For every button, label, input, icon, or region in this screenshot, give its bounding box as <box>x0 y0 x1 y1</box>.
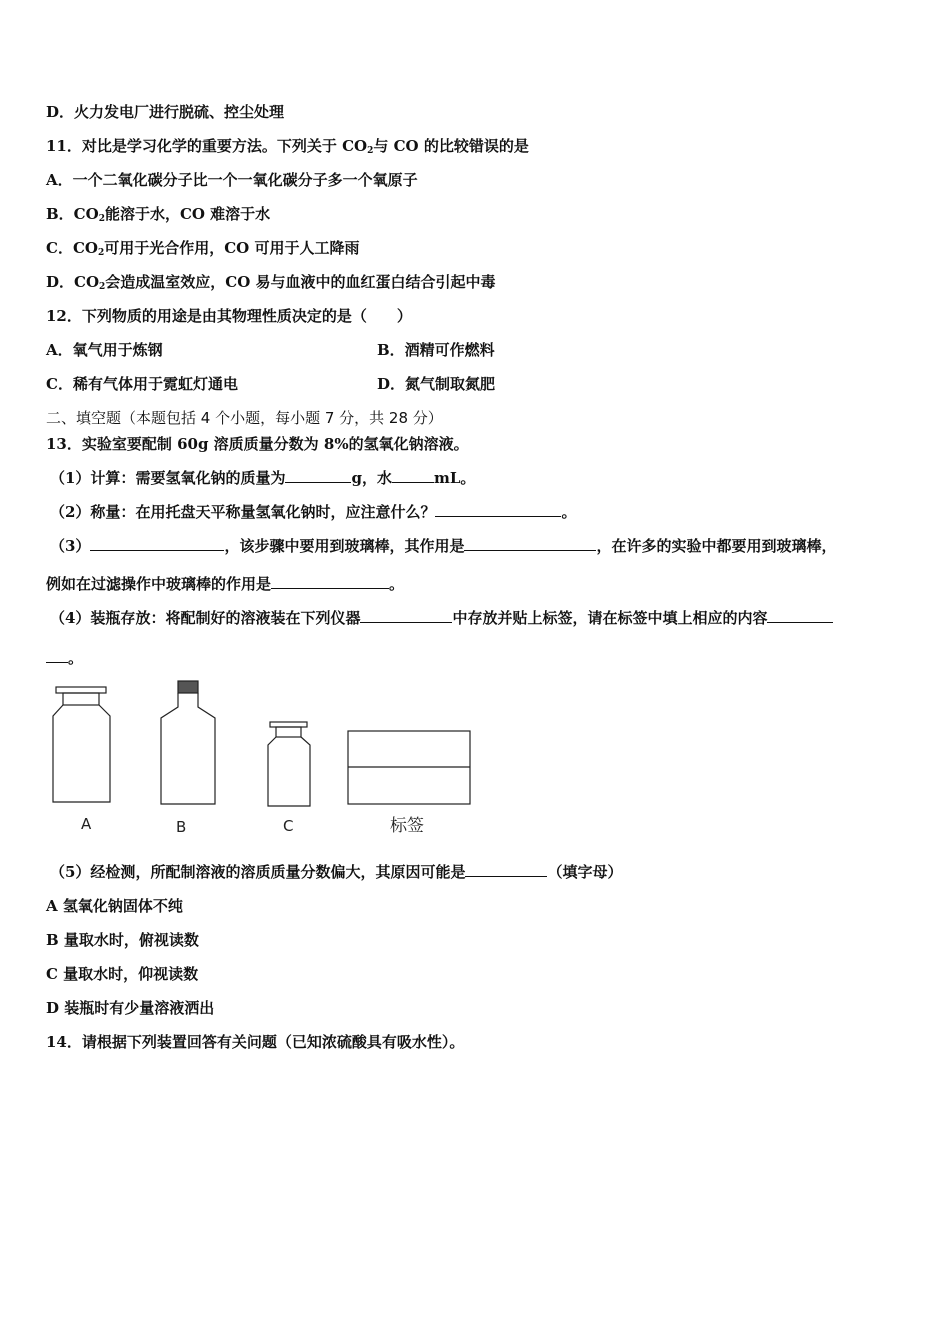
q13-4-text-c: 。 <box>68 649 84 667</box>
q12-option-b: B．酒精可作燃料 <box>377 341 495 359</box>
q11-d-text-a: D．CO <box>46 273 100 291</box>
q13-choice-b: B 量取水时，俯视读数 <box>46 931 199 949</box>
question-14: 14．请根据下列装置回答有关问题（已知浓硫酸具有吸水性）。 <box>46 1033 465 1051</box>
q13-2-text-b: 。 <box>561 503 577 521</box>
q13-choice-a: A 氢氧化钠固体不纯 <box>46 897 183 915</box>
question-13: 13．实验室要配制 60g 溶质质量分数为 8%的氢氧化钠溶液。 <box>46 435 469 453</box>
label-c: C <box>283 817 294 835</box>
q13-part-5 <box>50 862 622 882</box>
question-12: 12．下列物质的用途是由其物理性质决定的是（ ） <box>46 307 412 325</box>
q13-3-text-b: ，该步骤中要用到玻璃棒，其作用是 <box>224 537 465 555</box>
q11-b-text-a: B．CO <box>46 205 99 223</box>
q13-choice-c: C 量取水时，仰视读数 <box>46 965 199 983</box>
q11-c-subscript: 2 <box>97 248 105 258</box>
q13-3-text-d: 例如在过滤操作中玻璃棒的作用是 <box>46 575 272 593</box>
bottle-b <box>161 681 215 804</box>
q12-option-a: A．氧气用于炼钢 <box>46 341 163 359</box>
q13-3-text-e: 。 <box>389 575 405 593</box>
q13-5-text-b: （填字母） <box>547 863 623 881</box>
q13-2-text-a: （2）称量：在用托盘天平称量氢氧化钠时，应注意什么？ <box>50 503 436 521</box>
q13-1-text-a: （1）计算：需要氢氧化钠的质量为 <box>50 469 286 487</box>
q11-text-a: 11．对比是学习化学的重要方法。下列关于 CO <box>46 137 368 155</box>
section-heading: 二、填空题（本题包括 4 个小题，每小题 7 分，共 28 分） <box>46 409 443 427</box>
q11-c-text-b: 可用于光合作用，CO 可用于人工降雨 <box>104 239 360 257</box>
answer-blank[interactable] <box>465 862 547 877</box>
q13-4-text-a: （4）装瓶存放：将配制好的溶液装在下列仪器 <box>50 609 361 627</box>
q13-choice-d: D 装瓶时有少量溶液洒出 <box>46 999 215 1017</box>
q11-c-text-a: C．CO <box>46 239 98 257</box>
q12-option-c: C．稀有气体用于霓虹灯通电 <box>46 375 238 393</box>
q11-b-text-b: 能溶于水，CO 难溶于水 <box>104 205 271 223</box>
label-tag: 标签 <box>390 816 424 836</box>
label-a: A <box>81 815 92 833</box>
q12-option-d: D．氮气制取氮肥 <box>377 375 496 393</box>
q13-3-text-c: ，在许多的实验中都要用到玻璃棒， <box>596 537 837 555</box>
q11-text-b: 与 CO 的比较错误的是 <box>373 137 529 155</box>
q11-subscript: 2 <box>367 146 374 156</box>
q11-d-text-b: 会造成温室效应，CO 易与血液中的血红蛋白结合引起中毒 <box>105 273 496 291</box>
q13-5-text-a: （5）经检测，所配制溶液的溶质质量分数偏大，其原因可能是 <box>50 863 466 881</box>
q13-1-text-c: mL。 <box>433 469 476 487</box>
label-box <box>348 731 470 804</box>
q11-b-subscript: 2 <box>98 214 105 224</box>
bottle-a <box>53 687 110 802</box>
q11-d-subscript: 2 <box>99 282 106 292</box>
bottle-c <box>268 722 310 806</box>
option-d-line: D．火力发电厂进行脱硫、控尘处理 <box>46 103 285 121</box>
q13-3-text-a: （3） <box>50 537 91 555</box>
q13-1-text-b: g，水 <box>351 469 392 487</box>
q11-option-a: A．一个二氧化碳分子比一个一氧化碳分子多一个氧原子 <box>46 171 418 189</box>
q13-4-text-b: 中存放并贴上标签，请在标签中填上相应的内容 <box>452 609 768 627</box>
label-b: B <box>176 818 187 836</box>
